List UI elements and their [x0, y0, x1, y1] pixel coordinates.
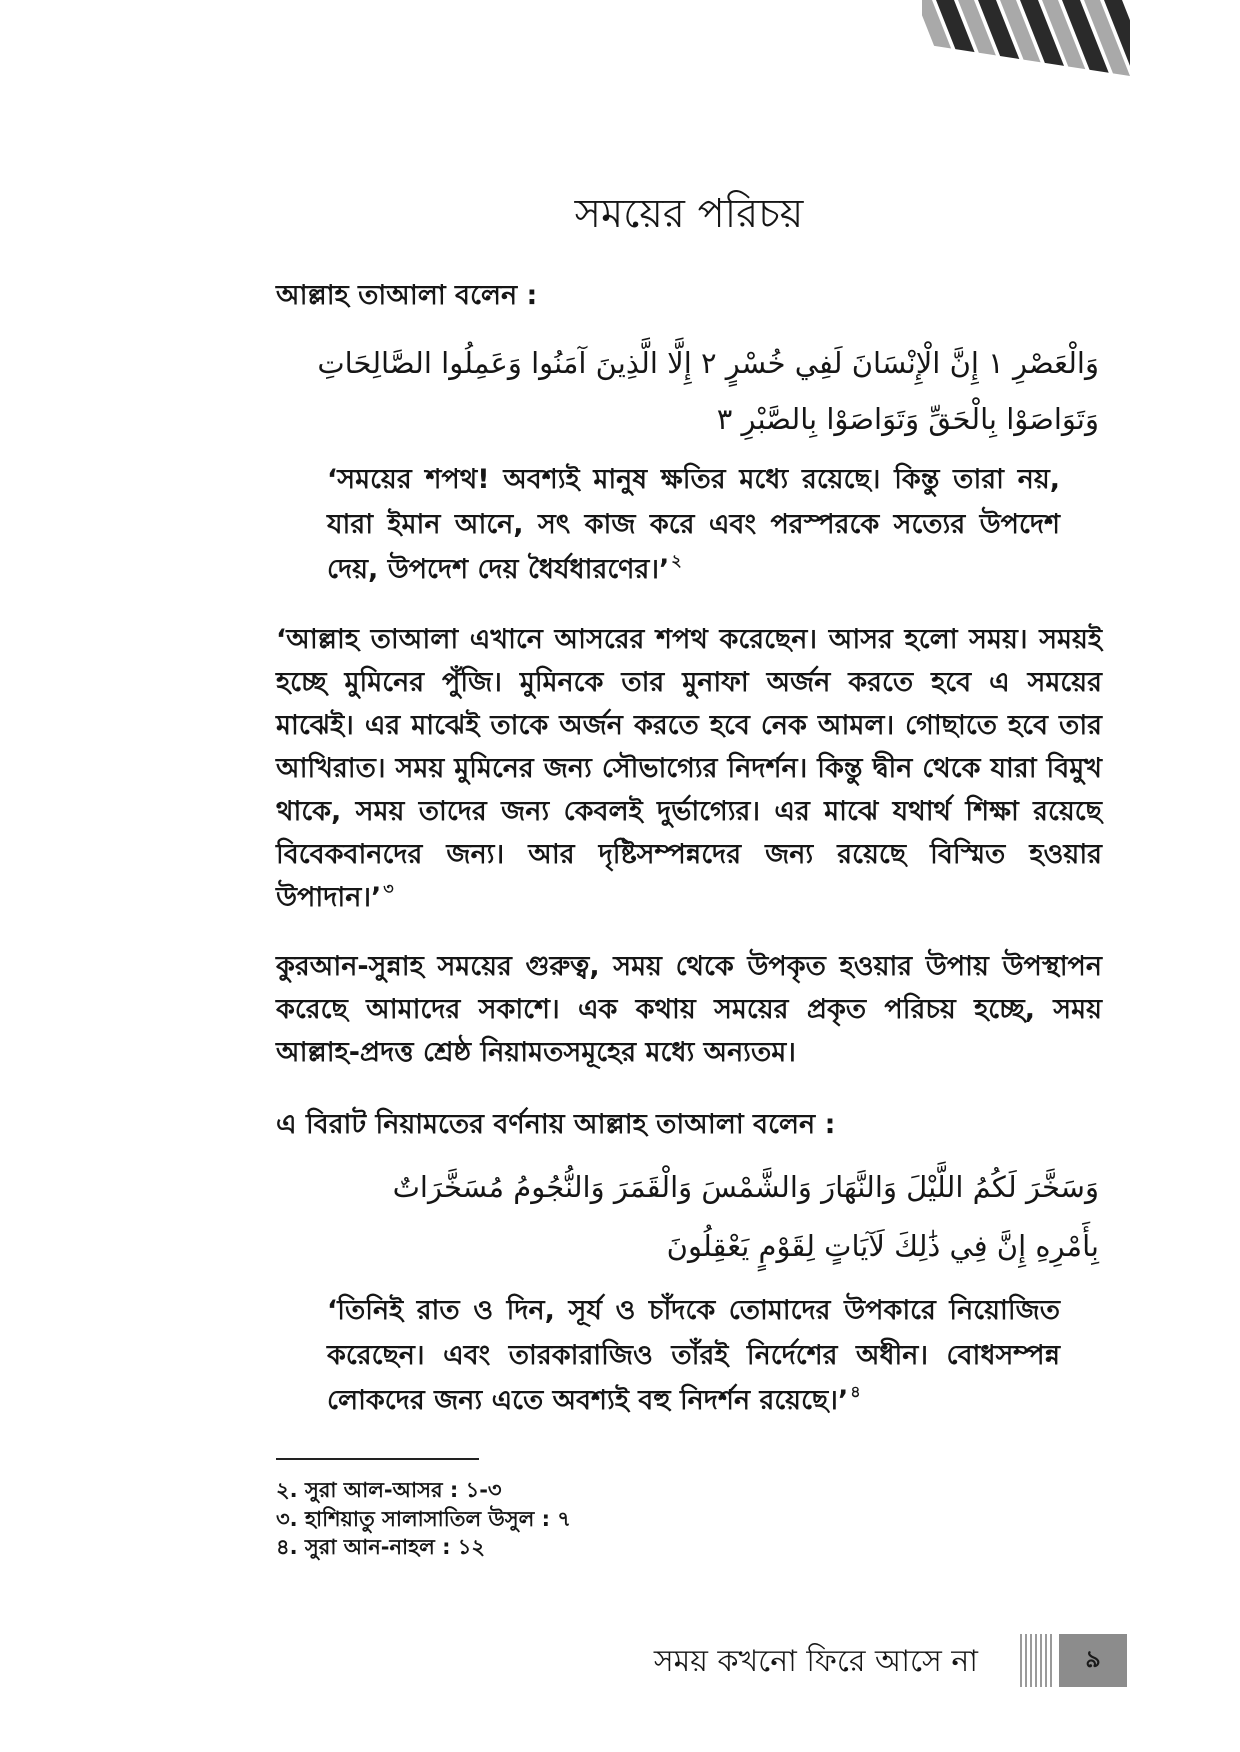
arabic-verse-2 — [276, 1158, 1102, 1276]
body-paragraph-1 — [276, 618, 1102, 919]
page-number-hatch-decoration — [1020, 1634, 1054, 1687]
footnote-list — [276, 1476, 796, 1562]
translation-text: ‘সময়ের শপথ! অবশ্যই মানুষ ক্ষতির মধ্যে রয়েছে। কিন্তু তারা নয়, যারা ইমান আনে, সৎ কাজ করে এবং পরস্পরকে সত্যের উপদেশ দেয়, উপদেশ দেয় ধৈর্যধারণের।’ — [327, 464, 1060, 585]
page-number-box — [1059, 1634, 1127, 1687]
chapter-title: সময়ের পরিচয় — [574, 191, 804, 237]
footnote-reference: ৪ — [850, 1382, 861, 1401]
footnote-divider — [276, 1458, 479, 1460]
corner-stripes-decoration — [922, 0, 1130, 76]
arabic-verse-line: وَتَوَاصَوْا بِالْحَقِّ وَتَوَاصَوْا بِالصَّبْرِ ٣ — [716, 402, 1099, 436]
footnote-reference: ২ — [671, 551, 682, 570]
footnotes-section — [276, 1458, 796, 1562]
body-paragraph-2 — [276, 945, 1102, 1074]
page-body — [276, 185, 1102, 1423]
arabic-verse-line: بِأَمْرِهِ إِنَّ فِي ذَٰلِكَ لَآيَاتٍ لِقَوْمٍ يَعْقِلُونَ — [666, 1229, 1099, 1263]
paragraph-text: ‘আল্লাহ তাআলা এখানে আসরের শপথ করেছেন। আসর হলো সময়। সময়ই হচ্ছে মুমিনের পুঁজি। মুমিনকে তার মুনাফা অর্জন করতে হবে এ সময়ের মাঝেই। এর মাঝেই তাকে অর্জন করতে হবে নেক আমল। গোছাতে হবে তার আখিরাত। সময় মুমিনের জন্য সৌভাগ্যের নিদর্শন। কিন্তু দ্বীন থেকে যারা বিমুখ থাকে, সময় তাদের জন্য কেবলই দুর্ভাগ্যের। এর মাঝে যথার্থ শিক্ষা রয়েছে বিবেকবানদের জন্য। আর দৃষ্টিসম্পন্নদের জন্য রয়েছে বিস্মিত হওয়ার উপাদান।’ — [276, 624, 1102, 913]
verse-intro-2: এ বিরাট নিয়ামতের বর্ণনায় আল্লাহ তাআলা বলেন : — [276, 1109, 836, 1140]
running-footer-title: সময় কখনো ফিরে আসে না — [653, 1644, 978, 1679]
footnote: ২. সুরা আল-আসর : ১-৩ — [276, 1478, 502, 1502]
stripe-group — [922, 0, 1130, 76]
arabic-verse-1 — [276, 335, 1102, 447]
footnote: ৩. হাশিয়াতু সালাসাতিল উসুল : ৭ — [276, 1506, 571, 1531]
translation-text: ‘তিনিই রাত ও দিন, সূর্য ও চাঁদকে তোমাদের উপকারে নিয়োজিত করেছেন। এবং তারকারাজিও তাঁরই নির্দেশের অধীন। বোধসম্পন্ন লোকদের জন্য এতে অবশ্যই বহু নিদর্শন রয়েছে।’ — [327, 1295, 1060, 1416]
verse-intro-1: আল্লাহ তাআলা বলেন : — [276, 280, 538, 311]
paragraph-text: কুরআন-সুন্নাহ সময়ের গুরুত্ব, সময় থেকে উপকৃত হওয়ার উপায় উপস্থাপন করেছে আমাদের সকাশে। এক কথায় সময়ের প্রকৃত পরিচয় হচ্ছে, সময় আল্লাহ-প্রদত্ত শ্রেষ্ঠ নিয়ামতসমূহের মধ্যে অন্যতম। — [276, 951, 1102, 1068]
arabic-verse-line: وَالْعَصْرِ ١ إِنَّ الْإِنْسَانَ لَفِي خُسْرٍ ٢ إِلَّا الَّذِينَ آمَنُوا وَعَمِلُوا الصَّالِحَاتِ — [317, 346, 1099, 380]
page-number: ৯ — [1085, 1644, 1101, 1673]
verse-translation-2 — [327, 1288, 1060, 1423]
verse-translation-1 — [327, 457, 1060, 592]
arabic-verse-line: وَسَخَّرَ لَكُمُ اللَّيْلَ وَالنَّهَارَ وَالشَّمْسَ وَالْقَمَرَ وَالنُّجُومُ مُسَخَّرَاتٌ — [392, 1170, 1099, 1204]
footnote-reference: ৩ — [383, 879, 394, 898]
footnote: ৪. সুরা আন-নাহল : ১২ — [276, 1535, 486, 1559]
